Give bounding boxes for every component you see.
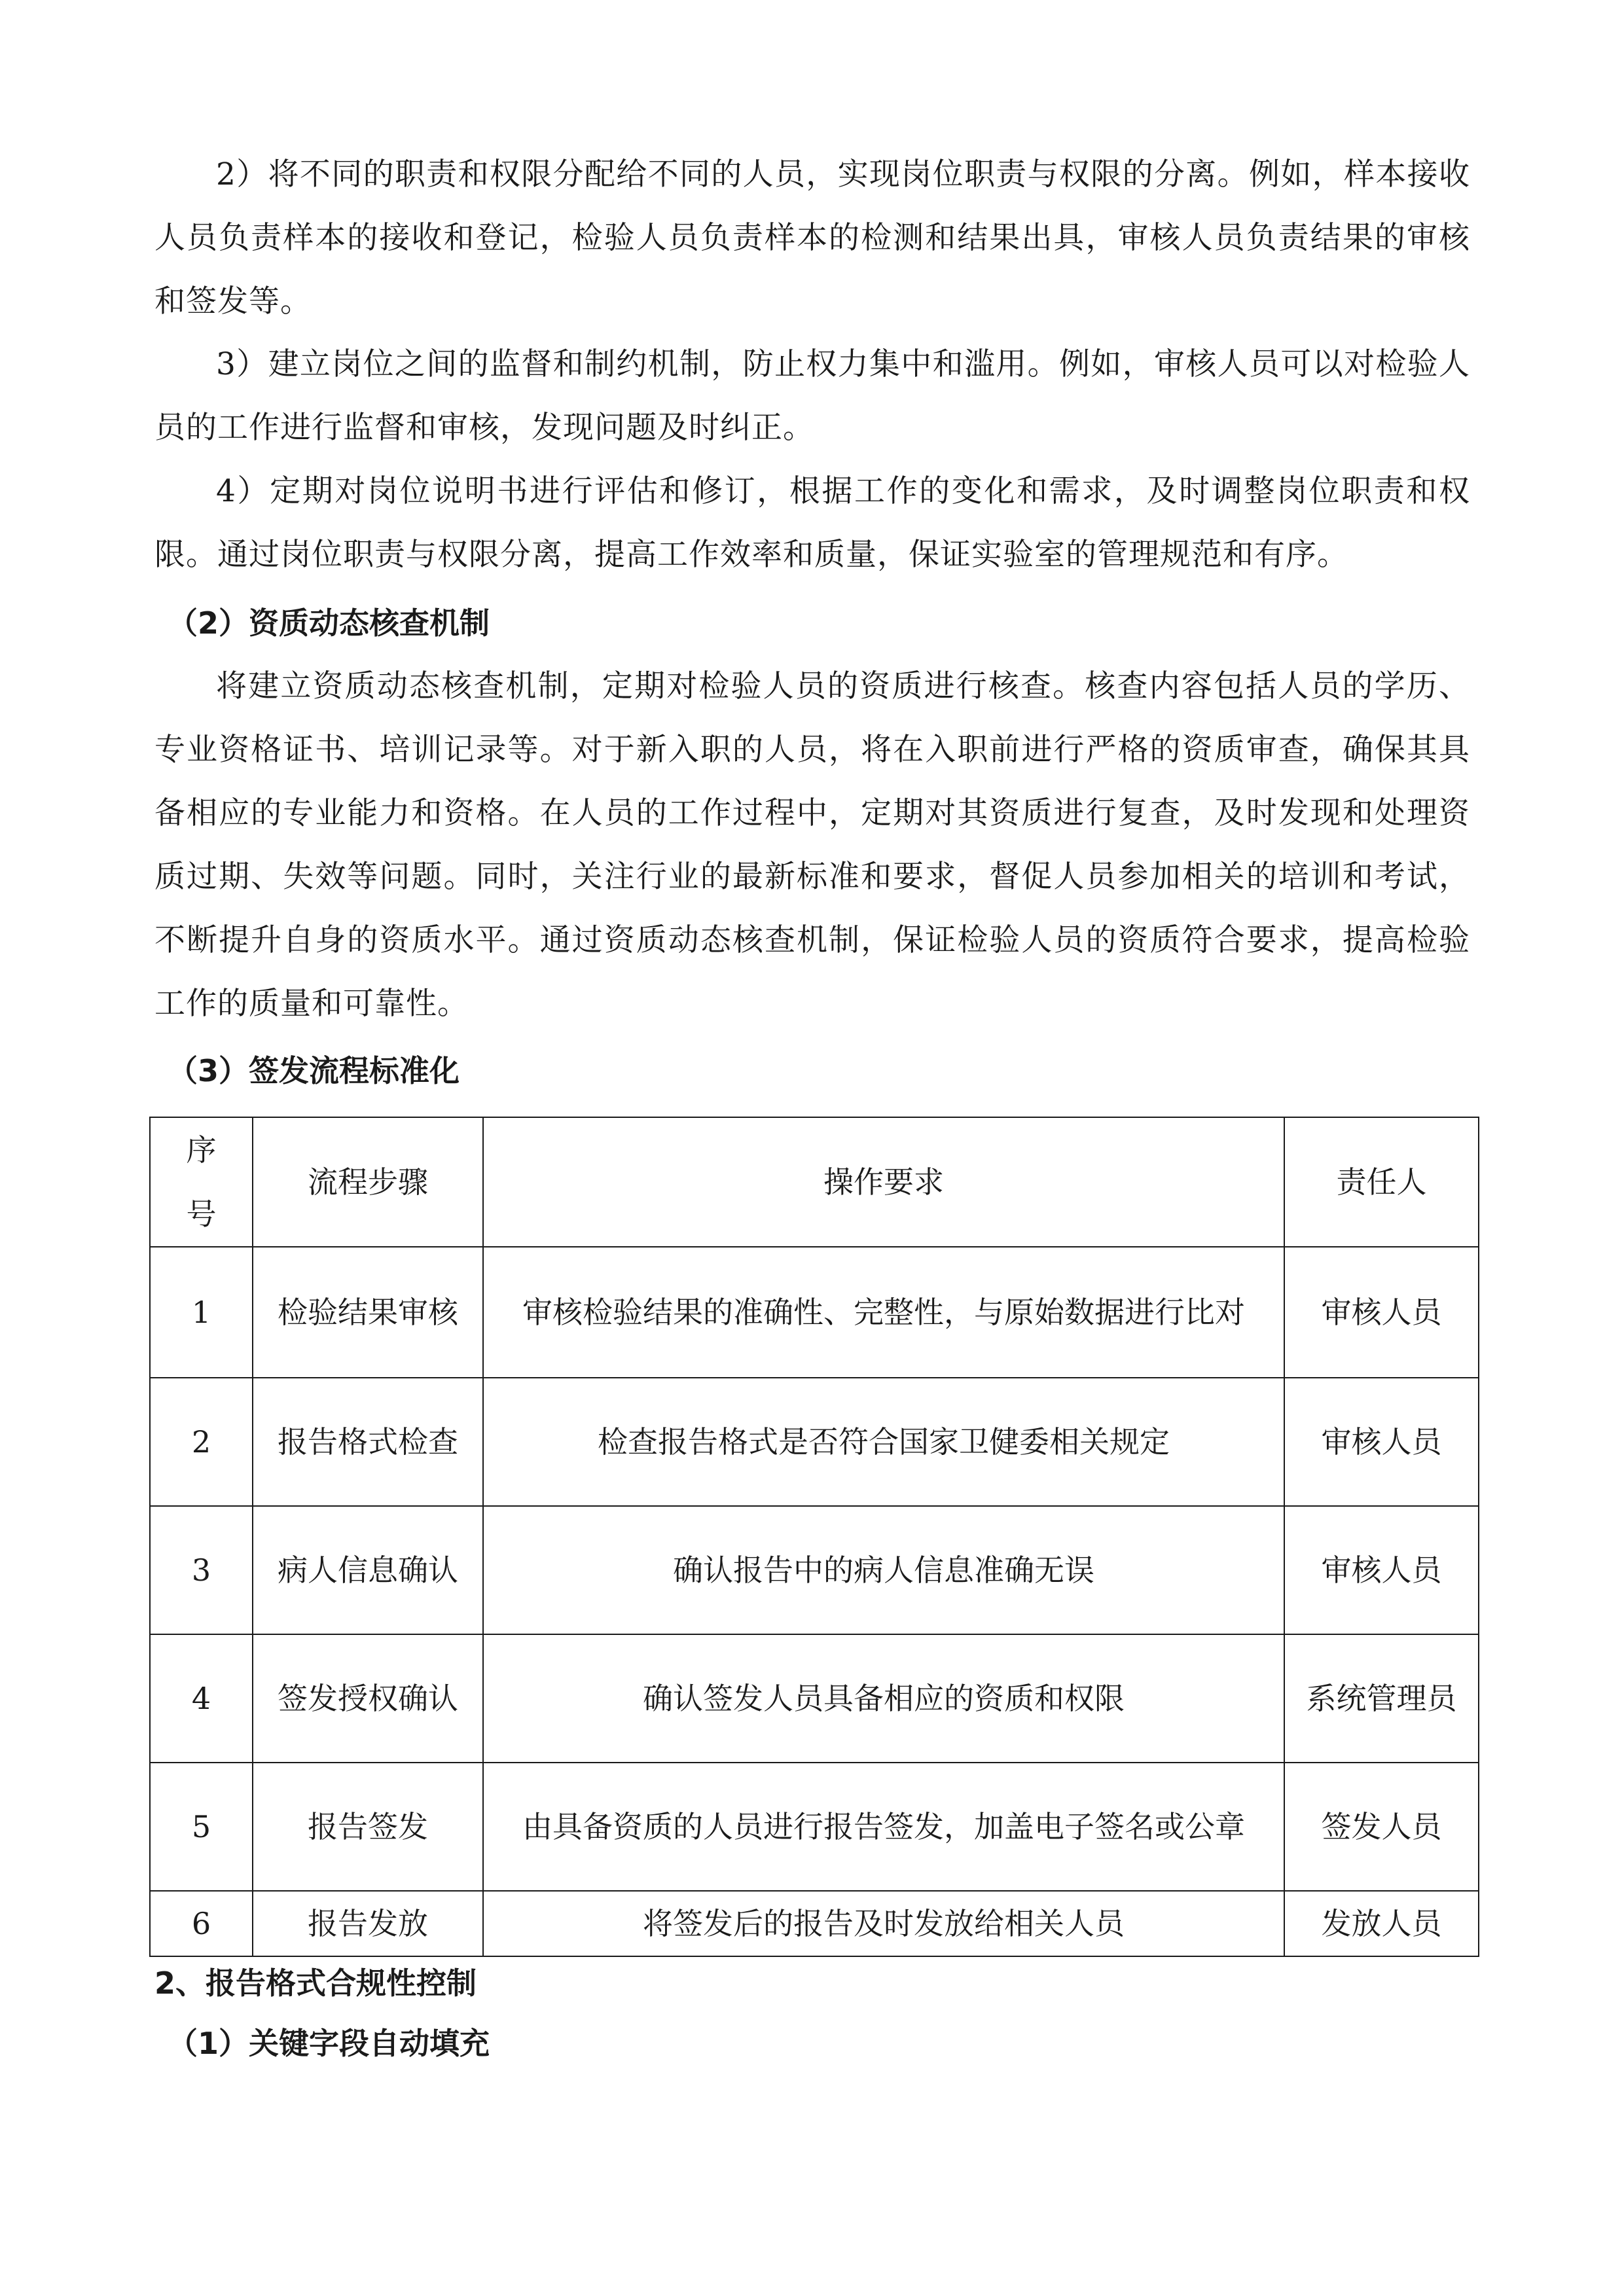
heading-report-format-control: 2、报告格式合规性控制 [154, 1965, 477, 2001]
cell-owner: 签发人员 [1284, 1763, 1479, 1891]
paragraph-job-review: 4）定期对岗位说明书进行评估和修订，根据工作的变化和需求，及时调整岗位职责和权限。通过岗位职责与权限分离，提高工作效率和质量，保证实验室的管理规范和有序。 [154, 473, 1470, 573]
table-row [150, 1378, 1479, 1506]
cell-seq: 5 [150, 1763, 253, 1891]
header-step: 流程步骤 [253, 1117, 483, 1247]
cell-seq: 2 [150, 1378, 253, 1506]
paragraph-qualification-check: 将建立资质动态核查机制，定期对检验人员的资质进行核查。核查内容包括人员的学历、专业资格证书、培训记录等。对于新入职的人员，将在入职前进行严格的资质审查，确保其具备相应的专业能力和资格。在人员的工作过程中，定期对其资质进行复查，及时发现和处理资质过期、失效等问题。同时，关注行业的最新标准和要求，督促人员参加相关的培训和考试，不断提升自身的资质水平。通过资质动态核查机制，保证检验人员的资质符合要求，提高检验工作的质量和可靠性。 [154, 668, 1470, 1022]
cell-step: 报告签发 [253, 1763, 483, 1891]
cell-requirement: 检查报告格式是否符合国家卫健委相关规定 [483, 1378, 1284, 1506]
table-row [150, 1506, 1479, 1634]
cell-step: 病人信息确认 [253, 1506, 483, 1634]
cell-step: 报告发放 [253, 1891, 483, 1956]
cell-seq: 6 [150, 1891, 253, 1956]
cell-owner: 审核人员 [1284, 1506, 1479, 1634]
cell-seq: 3 [150, 1506, 253, 1634]
paragraph-duty-separation: 2）将不同的职责和权限分配给不同的人员，实现岗位职责与权限的分离。例如，样本接收人员负责样本的接收和登记，检验人员负责样本的检测和结果出具，审核人员负责结果的审核和签发等。 [154, 156, 1470, 319]
cell-owner: 审核人员 [1284, 1247, 1479, 1378]
cell-owner: 审核人员 [1284, 1378, 1479, 1506]
signing-process-table [149, 1117, 1479, 1957]
cell-owner: 发放人员 [1284, 1891, 1479, 1956]
cell-requirement: 确认报告中的病人信息准确无误 [483, 1506, 1284, 1634]
cell-requirement: 确认签发人员具备相应的资质和权限 [483, 1634, 1284, 1763]
table-row [150, 1763, 1479, 1891]
table-row [150, 1634, 1479, 1763]
cell-seq: 1 [150, 1247, 253, 1378]
table-row [150, 1247, 1479, 1378]
header-seq: 序号 [150, 1117, 253, 1247]
cell-owner: 系统管理员 [1284, 1634, 1479, 1763]
cell-requirement: 将签发后的报告及时发放给相关人员 [483, 1891, 1284, 1956]
cell-step: 签发授权确认 [253, 1634, 483, 1763]
cell-requirement: 审核检验结果的准确性、完整性，与原始数据进行比对 [483, 1247, 1284, 1378]
cell-step: 报告格式检查 [253, 1378, 483, 1506]
cell-seq: 4 [150, 1634, 253, 1763]
paragraph-supervision: 3）建立岗位之间的监督和制约机制，防止权力集中和滥用。例如，审核人员可以对检验人员的工作进行监督和审核，发现问题及时纠正。 [154, 346, 1470, 446]
header-requirement: 操作要求 [483, 1117, 1284, 1247]
header-owner: 责任人 [1284, 1117, 1479, 1247]
cell-step: 检验结果审核 [253, 1247, 483, 1378]
heading-auto-fill: （1）关键字段自动填充 [168, 2026, 490, 2061]
cell-requirement: 由具备资质的人员进行报告签发，加盖电子签名或公章 [483, 1763, 1284, 1891]
heading-qualification-check: （2）资质动态核查机制 [168, 605, 490, 641]
table-header-row [150, 1117, 1479, 1247]
table-row [150, 1891, 1479, 1956]
heading-signing-process: （3）签发流程标准化 [168, 1053, 460, 1088]
